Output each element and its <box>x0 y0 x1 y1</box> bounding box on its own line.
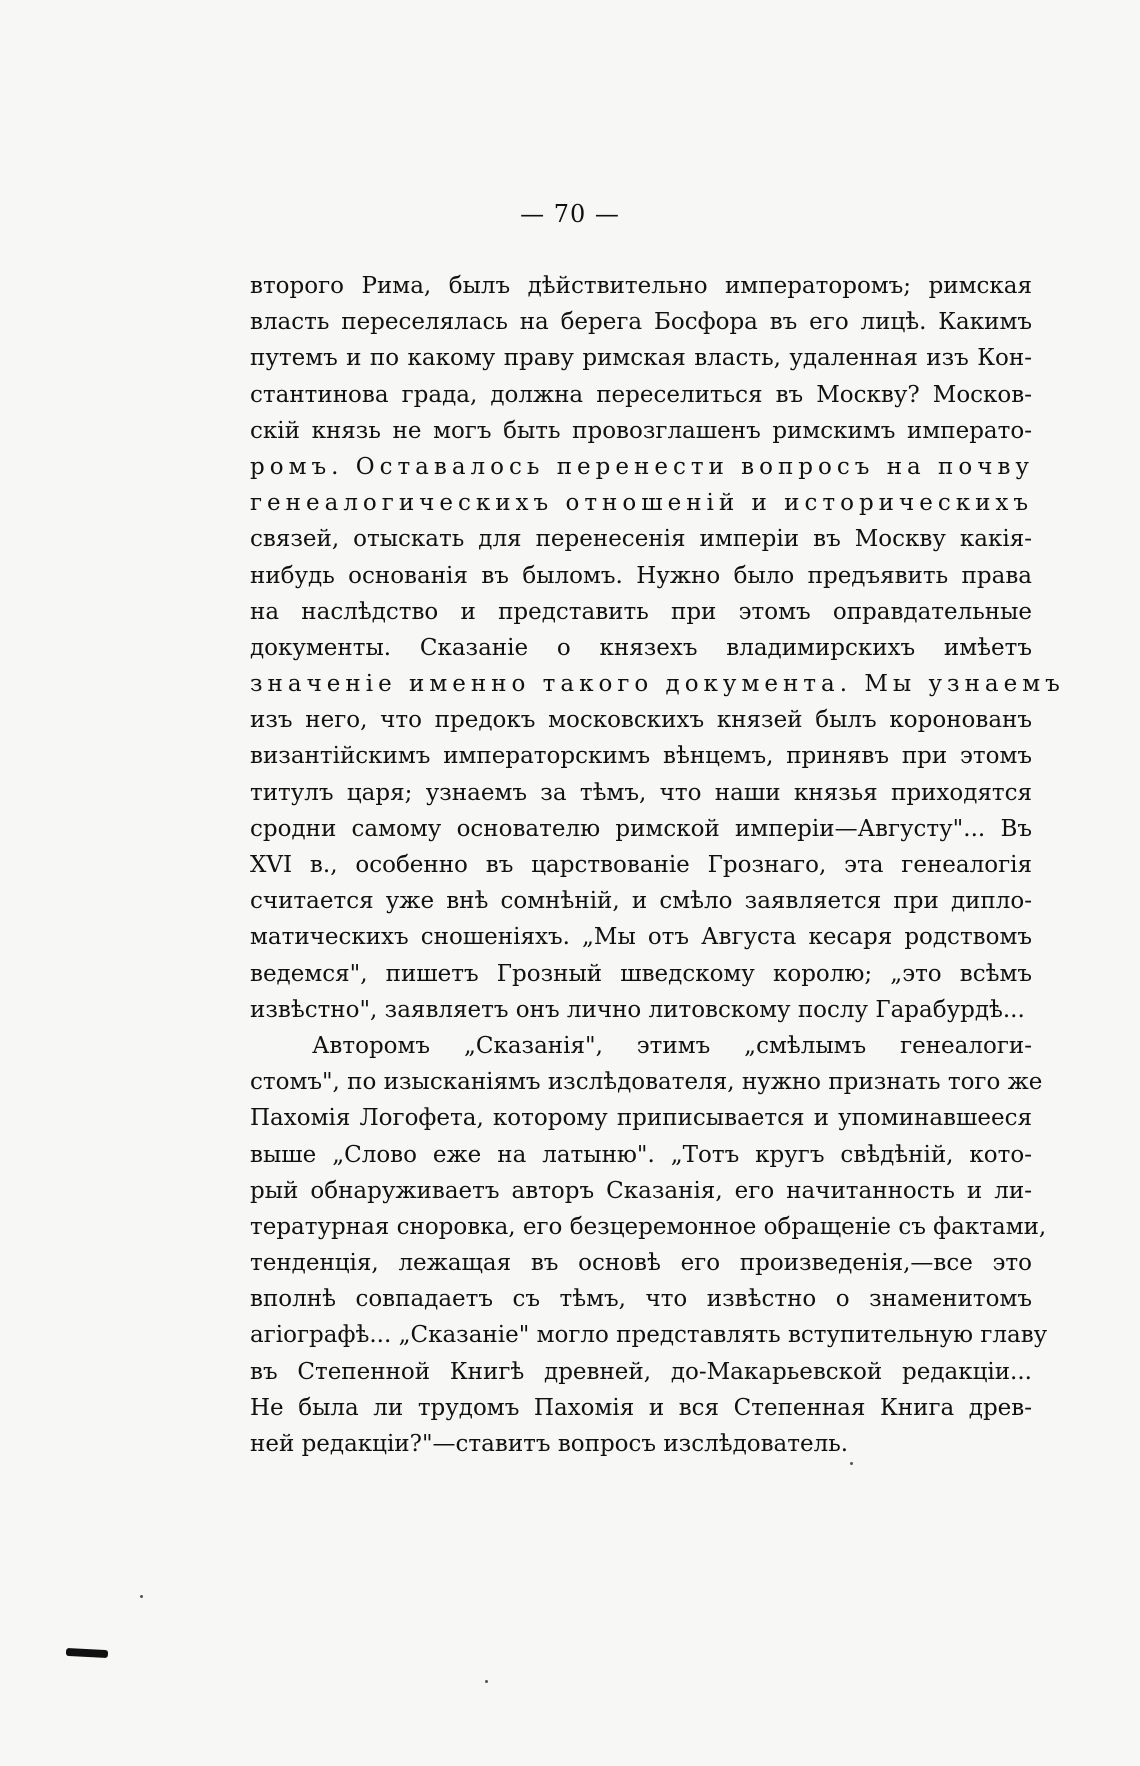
text-line: Не была ли трудомъ Пахомія и вся Степенная Книга древ- <box>250 1394 1032 1421</box>
text-line: въ Степенной Книгѣ древней, до-Макарьевской редакціи... <box>250 1358 1032 1385</box>
body-text <box>250 268 1065 1462</box>
text-line: второго Рима, былъ дѣйствительно императоромъ; римская <box>250 273 1032 299</box>
ink-speck <box>485 1680 488 1683</box>
text-line: Пахомія Логофета, которому приписывается и упоминавшееся <box>250 1105 1032 1132</box>
text-line: власть переселялась на берега Босфора въ его лицѣ. Какимъ <box>250 309 1032 336</box>
text-line: агіографѣ... „Сказаніе" могло представлять вступительную главу <box>250 1322 1048 1349</box>
text-line: изъ него, что предокъ московскихъ князей былъ коронованъ <box>250 707 1032 734</box>
text-line: византійскимъ императорскимъ вѣнцемъ, принявъ при этомъ <box>250 743 1032 770</box>
page-number: — 70 — <box>520 200 620 228</box>
text-line: связей, отыскать для перенесенія имперіи въ Москву какія- <box>250 526 1032 553</box>
text-line: на наслѣдство и представить при этомъ оправдательные <box>250 598 1032 625</box>
text-line: считается уже внѣ сомнѣній, и смѣло заявляется при дипло- <box>250 888 1032 915</box>
text-line: титулъ царя; узнаемъ за тѣмъ, что наши князья приходятся <box>250 779 1032 806</box>
text-line: ромъ. Оставалось перенести вопросъ на почву <box>250 453 1034 480</box>
text-line: значеніе именно такого документа. Мы узнаемъ <box>250 671 1065 698</box>
text-line: выше „Слово еже на латыню". „Тотъ кругъ свѣдѣній, кото- <box>250 1141 1032 1168</box>
text-line: тературная сноровка, его безцеремонное обращеніе съ фактами, <box>250 1213 1047 1240</box>
text-line: нибудь основанія въ быломъ. Нужно было предъявить права <box>250 562 1032 589</box>
text-line: ведемся", пишетъ Грозный шведскому королю; „это всѣмъ <box>250 960 1032 987</box>
text-line: XVI в., особенно въ царствованіе Грознаго, эта генеалогія <box>250 852 1032 878</box>
text-line: документы. Сказаніе о князехъ владимирскихъ имѣетъ <box>250 634 1032 661</box>
ink-speck <box>850 1462 853 1465</box>
text-line: ней редакціи?"—ставитъ вопросъ изслѣдователь. <box>250 1431 849 1457</box>
text-line: вполнѣ совпадаетъ съ тѣмъ, что извѣстно о знаменитомъ <box>250 1286 1032 1313</box>
ink-mark <box>66 1648 108 1658</box>
text-line: извѣстно", заявляетъ онъ лично литовскому послу Гарабурдѣ... <box>250 996 1025 1023</box>
text-line: стомъ", по изысканіямъ изслѣдователя, нужно признать того же <box>250 1069 1043 1096</box>
text-line: матическихъ сношеніяхъ. „Мы отъ Августа кесаря родствомъ <box>250 924 1032 951</box>
ink-speck <box>140 1595 143 1598</box>
text-line: генеалогическихъ отношеній и историческихъ <box>250 490 1034 517</box>
text-line: скій князь не могъ быть провозглашенъ римскимъ императо- <box>250 417 1032 444</box>
text-line: сродни самому основателю римской имперіи—Августу"... Въ <box>250 815 1032 842</box>
text-line: Авторомъ „Сказанія", этимъ „смѣлымъ генеалоги- <box>312 1032 1032 1059</box>
text-line: тенденція, лежащая въ основѣ его произведенія,—все это <box>250 1250 1032 1277</box>
text-line: путемъ и по какому праву римская власть, удаленная изъ Кон- <box>250 345 1032 372</box>
text-line: стантинова града, должна переселиться въ Москву? Москов- <box>250 381 1032 408</box>
text-line: рый обнаруживаетъ авторъ Сказанія, его начитанность и ли- <box>250 1177 1032 1204</box>
